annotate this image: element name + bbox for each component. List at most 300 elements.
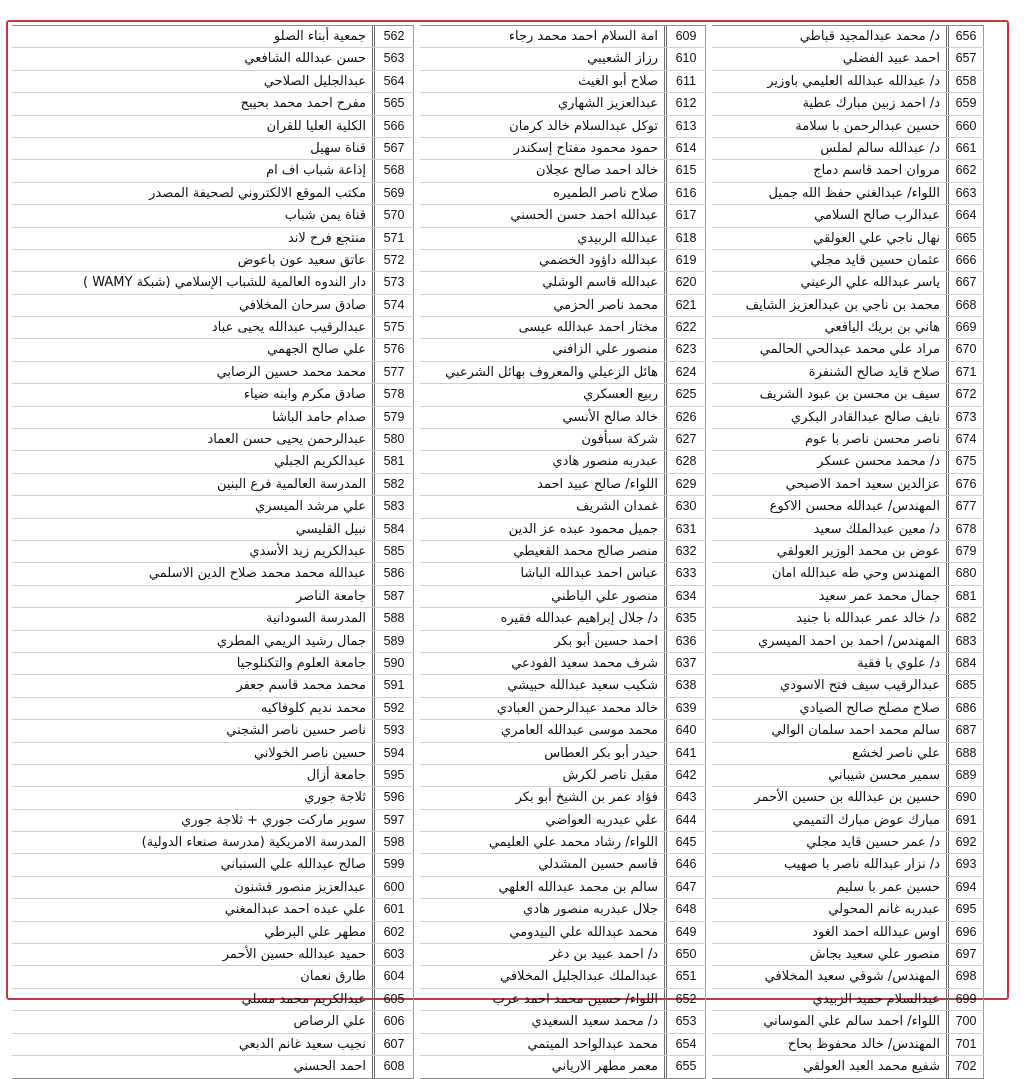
row-number: 696 bbox=[946, 922, 984, 943]
row-name: محمد عبدالله علي البيدومي bbox=[509, 924, 658, 940]
row-name: محمد ناصر الحزمي bbox=[553, 297, 658, 313]
row-name: عبدالكريم زيد الأسدي bbox=[249, 543, 366, 559]
row-name: مروان احمد قاسم دماج bbox=[813, 163, 940, 179]
table-row bbox=[12, 71, 414, 93]
row-number: 636 bbox=[664, 631, 706, 652]
row-number: 610 bbox=[664, 48, 706, 69]
row-number: 655 bbox=[664, 1056, 706, 1078]
table-row bbox=[712, 339, 984, 361]
table-row bbox=[712, 160, 984, 182]
table-row bbox=[12, 496, 414, 518]
row-name: عبدالعزيز الشهاري bbox=[557, 96, 658, 112]
row-number: 617 bbox=[664, 205, 706, 226]
row-name: عبدالرقيب عبدالله يحيى عباد bbox=[211, 320, 366, 336]
row-number: 640 bbox=[664, 720, 706, 741]
row-number: 670 bbox=[946, 339, 984, 360]
table-row bbox=[712, 631, 984, 653]
row-name: حسين عمر با سليم bbox=[836, 879, 940, 895]
row-number: 584 bbox=[372, 519, 414, 540]
table-row bbox=[12, 48, 414, 70]
table-row bbox=[712, 71, 984, 93]
table-row bbox=[420, 250, 706, 272]
row-number: 668 bbox=[946, 295, 984, 316]
table-row bbox=[712, 26, 984, 48]
row-name: علي الرصاص bbox=[293, 1014, 366, 1030]
row-number: 671 bbox=[946, 362, 984, 383]
table-row bbox=[712, 272, 984, 294]
table-row bbox=[712, 675, 984, 697]
row-number: 625 bbox=[664, 384, 706, 405]
row-number: 674 bbox=[946, 429, 984, 450]
row-name: ربيع العسكري bbox=[583, 387, 658, 403]
row-name: خالد صالح الأنسي bbox=[562, 409, 658, 425]
table-row bbox=[712, 1034, 984, 1056]
row-number: 591 bbox=[372, 675, 414, 696]
row-number: 604 bbox=[372, 966, 414, 987]
table-row bbox=[712, 698, 984, 720]
row-number: 575 bbox=[372, 317, 414, 338]
row-name: حميد عبدالله حسين الأحمر bbox=[222, 947, 366, 963]
row-number: 565 bbox=[372, 93, 414, 114]
row-number: 568 bbox=[372, 160, 414, 181]
table-row bbox=[420, 899, 706, 921]
row-name: شركة سبأفون bbox=[581, 432, 658, 448]
table-row bbox=[12, 563, 414, 585]
table-row bbox=[12, 93, 414, 115]
table-row bbox=[420, 183, 706, 205]
table-row bbox=[420, 160, 706, 182]
row-name: اوس عبدالله احمد الغود bbox=[812, 924, 940, 940]
row-name: عبدالله محمد محمد صلاح الدين الاسلمي bbox=[148, 566, 366, 582]
row-name: محمد بن ناجي بن عبدالعزيز الشايف bbox=[745, 297, 940, 313]
row-name: خالد محمد عبدالرحمن العبادي bbox=[496, 700, 658, 716]
row-name: حسن عبدالله الشافعي bbox=[244, 51, 366, 67]
table-row bbox=[712, 205, 984, 227]
row-number: 630 bbox=[664, 496, 706, 517]
table-row bbox=[712, 586, 984, 608]
row-name: عاتق سعيد عون باعوض bbox=[237, 252, 366, 268]
row-name: جمال محمد عمر سعيد bbox=[818, 588, 940, 604]
row-number: 647 bbox=[664, 877, 706, 898]
row-name: سوبر ماركت جوري + ثلاجة جوري bbox=[181, 812, 366, 828]
row-name: د/ عبدالله سالم لملس bbox=[820, 140, 940, 156]
table-row bbox=[12, 317, 414, 339]
row-number: 662 bbox=[946, 160, 984, 181]
row-name: عبدالعزيز منصور قشنون bbox=[234, 879, 366, 895]
row-number: 608 bbox=[372, 1056, 414, 1078]
row-name: علي ناصر لخشع bbox=[852, 745, 940, 761]
row-name: علي عبده احمد عبدالمغني bbox=[224, 902, 366, 918]
row-number: 615 bbox=[664, 160, 706, 181]
row-number: 641 bbox=[664, 743, 706, 764]
table-row bbox=[12, 787, 414, 809]
row-name: المدرسة الامريكية (مدرسة صنعاء الدولية) bbox=[141, 835, 366, 851]
row-number: 648 bbox=[664, 899, 706, 920]
row-number: 643 bbox=[664, 787, 706, 808]
row-number: 571 bbox=[372, 228, 414, 249]
row-name: شفيع محمد العبد العولقي bbox=[803, 1058, 940, 1074]
row-number: 687 bbox=[946, 720, 984, 741]
row-name: د/ محمد عبدالمجيد قباطي bbox=[799, 29, 940, 44]
row-name: د/ احمد عبيد بن دغر bbox=[549, 947, 658, 963]
table-row bbox=[420, 675, 706, 697]
row-name: المهندس/ عبدالله محسن الاكوع bbox=[769, 499, 940, 515]
row-name: سالم محمد احمد سلمان الوالي bbox=[771, 723, 940, 739]
row-number: 576 bbox=[372, 339, 414, 360]
table-row bbox=[12, 183, 414, 205]
row-name: د/ نزار عبدالله ناصر با صهيب bbox=[784, 857, 940, 873]
row-name: صلاح مصلح صالح الصيادي bbox=[799, 700, 940, 716]
table-row bbox=[712, 317, 984, 339]
row-number: 578 bbox=[372, 384, 414, 405]
row-number: 701 bbox=[946, 1034, 984, 1055]
table-row bbox=[12, 854, 414, 876]
row-number: 609 bbox=[664, 26, 706, 47]
row-number: 602 bbox=[372, 922, 414, 943]
row-name: شكيب سعيد عبدالله حبيشي bbox=[507, 678, 658, 694]
row-name: محمد موسى عبدالله العامري bbox=[501, 723, 658, 739]
table-row bbox=[420, 653, 706, 675]
row-name: ناصر حسين ناصر الشجني bbox=[226, 723, 366, 739]
row-name: عبدالله داؤود الخضمي bbox=[539, 252, 658, 268]
row-name: مقبل ناصر لكرش bbox=[562, 767, 658, 783]
row-name: رزاز الشعيبي bbox=[587, 51, 658, 67]
table-row bbox=[420, 295, 706, 317]
row-number: 660 bbox=[946, 116, 984, 137]
list-column-middle bbox=[420, 25, 706, 1079]
row-number: 661 bbox=[946, 138, 984, 159]
row-number: 654 bbox=[664, 1034, 706, 1055]
row-name: فؤاد عمر بن الشيخ أبو بكر bbox=[515, 790, 658, 806]
row-name: عبدالله قاسم الوشلي bbox=[542, 275, 658, 291]
row-number: 569 bbox=[372, 183, 414, 204]
table-row bbox=[420, 451, 706, 473]
row-number: 586 bbox=[372, 563, 414, 584]
row-number: 573 bbox=[372, 272, 414, 293]
row-number: 626 bbox=[664, 407, 706, 428]
row-name: محمد محمد حسين الرصابي bbox=[216, 364, 366, 380]
row-name: عوض بن محمد الوزير العولقي bbox=[776, 543, 940, 559]
table-row bbox=[420, 563, 706, 585]
table-row bbox=[420, 832, 706, 854]
row-name: عثمان حسين قايد مجلي bbox=[810, 252, 940, 268]
table-row bbox=[712, 765, 984, 787]
row-number: 686 bbox=[946, 698, 984, 719]
row-name: جمال رشيد الريمي المطري bbox=[216, 633, 366, 649]
row-name: إذاعة شباب اف ام bbox=[266, 163, 366, 179]
row-number: 652 bbox=[664, 989, 706, 1010]
row-name: مطهر علي البرطي bbox=[264, 924, 366, 940]
row-name: ياسر عبدالله علي الرعيني bbox=[800, 275, 940, 291]
table-row bbox=[712, 1011, 984, 1033]
table-row bbox=[420, 26, 706, 48]
table-row bbox=[420, 384, 706, 406]
table-row bbox=[12, 1011, 414, 1033]
row-number: 645 bbox=[664, 832, 706, 853]
table-row bbox=[12, 228, 414, 250]
row-name: مكتب الموقع الالكتروني لصحيفة المصدر bbox=[149, 185, 366, 201]
row-number: 572 bbox=[372, 250, 414, 271]
row-name: منصر صالح محمد القعيطي bbox=[513, 543, 658, 559]
row-number: 587 bbox=[372, 586, 414, 607]
row-name: محمد عبدالواحد الميتمي bbox=[527, 1036, 658, 1052]
row-number: 623 bbox=[664, 339, 706, 360]
table-row bbox=[12, 608, 414, 630]
table-row bbox=[12, 205, 414, 227]
row-name: علي صالح الجهمي bbox=[267, 342, 366, 358]
row-number: 637 bbox=[664, 653, 706, 674]
row-number: 601 bbox=[372, 899, 414, 920]
row-number: 599 bbox=[372, 854, 414, 875]
table-row bbox=[420, 474, 706, 496]
row-name: حسين ناصر الخولاني bbox=[253, 745, 366, 761]
row-name: اللواء/ صالح عبيد احمد bbox=[537, 476, 658, 492]
table-row bbox=[420, 272, 706, 294]
row-number: 614 bbox=[664, 138, 706, 159]
table-row bbox=[420, 944, 706, 966]
row-name: عبدالكريم الجبلي bbox=[274, 454, 366, 470]
row-name: دار الندوه العالمية للشباب الإسلامي (شبكة WAMY ) bbox=[83, 275, 366, 291]
table-row bbox=[712, 743, 984, 765]
row-name: حمود محمود مفتاح إسكندر bbox=[513, 140, 658, 156]
row-number: 570 bbox=[372, 205, 414, 226]
table-row bbox=[420, 138, 706, 160]
table-row bbox=[12, 116, 414, 138]
row-number: 659 bbox=[946, 93, 984, 114]
table-row bbox=[712, 541, 984, 563]
row-number: 664 bbox=[946, 205, 984, 226]
row-number: 607 bbox=[372, 1034, 414, 1055]
table-row bbox=[12, 832, 414, 854]
table-row bbox=[12, 631, 414, 653]
row-number: 622 bbox=[664, 317, 706, 338]
table-row bbox=[712, 966, 984, 988]
table-row bbox=[712, 810, 984, 832]
table-row bbox=[12, 295, 414, 317]
row-name: اللواء/ حسين محمد احمد عرب bbox=[492, 991, 658, 1007]
row-number: 613 bbox=[664, 116, 706, 137]
row-number: 618 bbox=[664, 228, 706, 249]
table-row bbox=[420, 205, 706, 227]
table-row bbox=[712, 48, 984, 70]
table-row bbox=[420, 317, 706, 339]
row-number: 597 bbox=[372, 810, 414, 831]
row-name: غمدان الشريف bbox=[576, 499, 658, 515]
row-name: ثلاجة جوري bbox=[304, 790, 366, 806]
row-number: 638 bbox=[664, 675, 706, 696]
row-name: جامعة العلوم والتكنلوجيا bbox=[236, 655, 366, 671]
row-name: صلاح قايد صالح الشنفرة bbox=[808, 364, 940, 380]
row-name: محمد نديم كلوفاكيه bbox=[260, 700, 366, 716]
row-number: 665 bbox=[946, 228, 984, 249]
row-name: منصور علي الزافني bbox=[552, 342, 658, 358]
table-row bbox=[712, 93, 984, 115]
table-row bbox=[12, 541, 414, 563]
row-number: 663 bbox=[946, 183, 984, 204]
table-row bbox=[12, 989, 414, 1011]
table-row bbox=[712, 228, 984, 250]
row-name: عبدالرقيب سيف فتح الاسودي bbox=[780, 678, 940, 694]
table-row bbox=[12, 160, 414, 182]
table-row bbox=[712, 250, 984, 272]
row-number: 634 bbox=[664, 586, 706, 607]
table-row bbox=[420, 743, 706, 765]
row-name: المهندس/ احمد بن احمد الميسري bbox=[757, 633, 940, 649]
row-name: الكلية العليا للقران bbox=[266, 118, 366, 134]
table-row bbox=[420, 1056, 706, 1078]
table-row bbox=[420, 765, 706, 787]
row-number: 673 bbox=[946, 407, 984, 428]
table-row bbox=[420, 922, 706, 944]
row-name: امة السلام احمد محمد رجاء bbox=[508, 29, 658, 44]
table-row bbox=[712, 519, 984, 541]
row-name: د/ احمد زبين مبارك عطية bbox=[802, 96, 940, 112]
row-name: مراد علي محمد عبدالحي الحالمي bbox=[759, 342, 940, 358]
table-row bbox=[712, 451, 984, 473]
table-row bbox=[420, 787, 706, 809]
row-number: 590 bbox=[372, 653, 414, 674]
row-name: المدرسة السودانية bbox=[266, 611, 366, 627]
row-number: 672 bbox=[946, 384, 984, 405]
table-row bbox=[712, 496, 984, 518]
row-number: 679 bbox=[946, 541, 984, 562]
row-name: عبدالله الربيدي bbox=[577, 230, 658, 246]
row-number: 582 bbox=[372, 474, 414, 495]
row-name: عبدالرب صالح السلامي bbox=[814, 208, 940, 224]
table-row bbox=[712, 877, 984, 899]
table-row bbox=[712, 608, 984, 630]
row-name: عبدالكريم محمد مسلي bbox=[241, 991, 366, 1007]
table-row bbox=[420, 720, 706, 742]
row-name: توكل عبدالسلام خالد كرمان bbox=[509, 118, 658, 134]
row-name: احمد عبيد الفضلي bbox=[842, 51, 940, 67]
table-row bbox=[420, 698, 706, 720]
row-number: 690 bbox=[946, 787, 984, 808]
row-number: 579 bbox=[372, 407, 414, 428]
row-name: اللواء/ رشاد محمد علي العليمي bbox=[488, 835, 658, 851]
list-column-left bbox=[12, 25, 414, 1079]
table-row bbox=[712, 563, 984, 585]
row-name: د/ معين عبدالملك سعيد bbox=[813, 521, 940, 537]
table-row bbox=[712, 138, 984, 160]
row-name: صلاح ناصر الطميره bbox=[553, 185, 658, 201]
row-name: صدام حامد الباشا bbox=[272, 409, 366, 425]
row-name: المهندس/ شوقي سعيد المخلافي bbox=[764, 969, 940, 985]
row-name: صادق سرحان المخلافي bbox=[238, 297, 366, 313]
row-number: 624 bbox=[664, 362, 706, 383]
row-number: 593 bbox=[372, 720, 414, 741]
row-number: 588 bbox=[372, 608, 414, 629]
table-row bbox=[420, 608, 706, 630]
row-name: سيف بن محسن بن عبود الشريف bbox=[759, 387, 940, 403]
table-row bbox=[712, 362, 984, 384]
row-number: 698 bbox=[946, 966, 984, 987]
row-number: 620 bbox=[664, 272, 706, 293]
table-row bbox=[12, 407, 414, 429]
row-number: 580 bbox=[372, 429, 414, 450]
table-row bbox=[420, 339, 706, 361]
row-name: قناة سهيل bbox=[310, 140, 366, 156]
table-row bbox=[420, 854, 706, 876]
row-name: عبدالله احمد حسن الحسني bbox=[510, 208, 658, 224]
table-row bbox=[420, 989, 706, 1011]
row-number: 692 bbox=[946, 832, 984, 853]
row-name: جلال عبدربه منصور هادي bbox=[523, 902, 658, 918]
row-name: معمر مطهر الارياني bbox=[551, 1058, 658, 1074]
table-row bbox=[712, 429, 984, 451]
row-number: 596 bbox=[372, 787, 414, 808]
table-row bbox=[12, 384, 414, 406]
row-number: 657 bbox=[946, 48, 984, 69]
table-row bbox=[420, 586, 706, 608]
row-number: 589 bbox=[372, 631, 414, 652]
row-name: نبيل القليسي bbox=[295, 521, 366, 537]
table-row bbox=[712, 922, 984, 944]
table-row bbox=[12, 899, 414, 921]
row-name: حسين بن عبدالله بن حسين الأحمر bbox=[754, 790, 940, 806]
row-number: 667 bbox=[946, 272, 984, 293]
row-number: 646 bbox=[664, 854, 706, 875]
row-number: 676 bbox=[946, 474, 984, 495]
row-name: نايف صالح عبدالقادر البكري bbox=[790, 409, 940, 425]
row-name: منتجع فرح لاند bbox=[287, 230, 366, 246]
row-number: 635 bbox=[664, 608, 706, 629]
row-number: 651 bbox=[664, 966, 706, 987]
table-row bbox=[712, 832, 984, 854]
row-name: جمعية أبناء الصلو bbox=[273, 29, 366, 44]
row-number: 682 bbox=[946, 608, 984, 629]
row-name: جامعة أزال bbox=[306, 767, 366, 783]
table-row bbox=[12, 922, 414, 944]
row-number: 653 bbox=[664, 1011, 706, 1032]
row-name: حسين عبدالرحمن با سلامة bbox=[795, 118, 940, 134]
table-row bbox=[12, 765, 414, 787]
row-name: نجيب سعيد غانم الدبعي bbox=[238, 1036, 366, 1052]
row-name: اللواء/ عبدالغني حفظ الله جميل bbox=[768, 185, 940, 201]
table-row bbox=[12, 1034, 414, 1056]
row-number: 675 bbox=[946, 451, 984, 472]
table-row bbox=[12, 339, 414, 361]
table-row bbox=[712, 407, 984, 429]
row-number: 606 bbox=[372, 1011, 414, 1032]
row-name: مبارك عوض مبارك التميمي bbox=[792, 812, 940, 828]
table-row bbox=[712, 295, 984, 317]
row-name: اللواء/ احمد سالم علي الموساني bbox=[763, 1014, 940, 1030]
row-number: 628 bbox=[664, 451, 706, 472]
row-number: 612 bbox=[664, 93, 706, 114]
row-number: 683 bbox=[946, 631, 984, 652]
row-number: 666 bbox=[946, 250, 984, 271]
row-name: المهندس وحي طه عبدالله امان bbox=[771, 566, 940, 582]
row-name: صادق مكرم وابنه ضياء bbox=[243, 387, 366, 403]
table-row bbox=[712, 944, 984, 966]
table-row bbox=[12, 474, 414, 496]
row-number: 697 bbox=[946, 944, 984, 965]
table-row bbox=[12, 272, 414, 294]
row-number: 633 bbox=[664, 563, 706, 584]
table-row bbox=[12, 362, 414, 384]
row-number: 598 bbox=[372, 832, 414, 853]
table-row bbox=[420, 966, 706, 988]
table-row bbox=[420, 810, 706, 832]
row-name: شرف محمد سعيد الفودعي bbox=[511, 655, 658, 671]
table-row bbox=[420, 1011, 706, 1033]
table-row bbox=[420, 71, 706, 93]
row-name: جامعة الناصر bbox=[295, 588, 366, 604]
row-name: عبدالملك عبدالجليل المخلافي bbox=[500, 969, 658, 985]
row-name: ناصر محسن ناصر با عوم bbox=[804, 432, 940, 448]
row-number: 603 bbox=[372, 944, 414, 965]
